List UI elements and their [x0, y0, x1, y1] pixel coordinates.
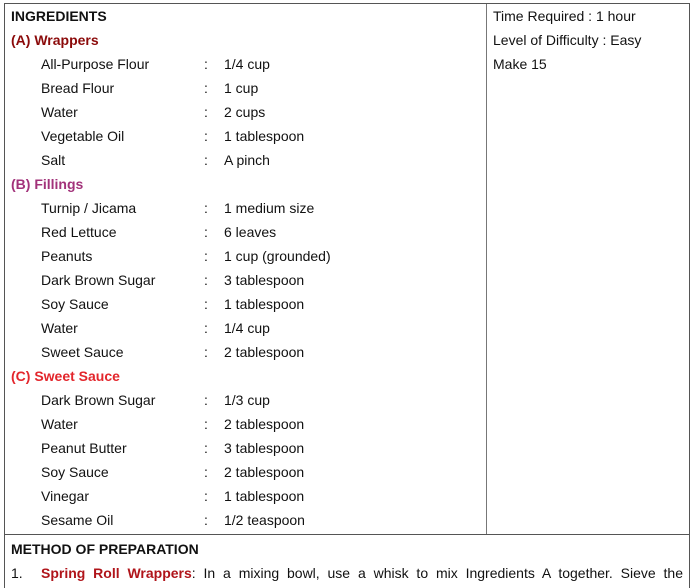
- ingredient-name: Water: [41, 416, 78, 432]
- ingredient-quantity: 1 tablespoon: [224, 296, 305, 312]
- ingredient-name: Water: [41, 104, 78, 120]
- ingredient-row: [5, 388, 486, 412]
- ingredient-row: [5, 508, 486, 532]
- yield: Make 15: [493, 56, 547, 72]
- ingredient-quantity: 1/3 cup: [224, 392, 270, 408]
- ingredient-quantity: 2 tablespoon: [224, 344, 305, 360]
- recipe-frame: [4, 3, 690, 588]
- ingredient-separator: :: [204, 464, 208, 480]
- ingredient-row: [5, 460, 486, 484]
- ingredient-quantity: 6 leaves: [224, 224, 277, 240]
- ingredient-row: [5, 436, 486, 460]
- ingredient-name: Bread Flour: [41, 80, 115, 96]
- difficulty-level: Level of Difficulty : Easy: [493, 32, 642, 48]
- ingredient-name: Vegetable Oil: [41, 128, 125, 144]
- ingredient-row: [5, 484, 486, 508]
- ingredient-name: Sweet Sauce: [41, 344, 124, 360]
- ingredient-row: [5, 316, 486, 340]
- ingredient-row: [5, 148, 486, 172]
- section-title: (A) Wrappers: [11, 32, 99, 48]
- ingredient-name: All-Purpose Flour: [41, 56, 150, 72]
- ingredient-separator: :: [204, 80, 208, 96]
- step-number: 1.: [11, 565, 23, 581]
- ingredient-quantity: 1 medium size: [224, 200, 315, 216]
- ingredient-name: Dark Brown Sugar: [41, 272, 156, 288]
- ingredient-name: Red Lettuce: [41, 224, 117, 240]
- time-required: Time Required : 1 hour: [493, 8, 636, 24]
- ingredient-separator: :: [204, 248, 208, 264]
- ingredient-row: [5, 340, 486, 364]
- ingredient-separator: :: [204, 200, 208, 216]
- ingredient-name: Dark Brown Sugar: [41, 392, 156, 408]
- ingredient-row: [5, 52, 486, 76]
- ingredient-quantity: 1/4 cup: [224, 320, 270, 336]
- step-text: [41, 561, 683, 585]
- ingredient-row: [5, 412, 486, 436]
- ingredient-quantity: 3 tablespoon: [224, 440, 305, 456]
- ingredient-row: [5, 244, 486, 268]
- ingredient-name: Soy Sauce: [41, 296, 109, 312]
- ingredient-name: Vinegar: [41, 488, 90, 504]
- section-title: (B) Fillings: [11, 176, 84, 192]
- ingredient-quantity: 2 tablespoon: [224, 416, 305, 432]
- ingredient-quantity: 1 cup: [224, 80, 259, 96]
- section-title: (C) Sweet Sauce: [11, 368, 120, 384]
- ingredient-separator: :: [204, 272, 208, 288]
- method-step: [5, 561, 689, 585]
- ingredient-separator: :: [204, 320, 208, 336]
- ingredient-separator: :: [204, 56, 208, 72]
- ingredient-quantity: 1 tablespoon: [224, 128, 305, 144]
- ingredient-quantity: 1 cup (grounded): [224, 248, 331, 264]
- ingredient-quantity: 3 tablespoon: [224, 272, 305, 288]
- ingredient-quantity: 1/4 cup: [224, 56, 270, 72]
- ingredient-name: Peanuts: [41, 248, 93, 264]
- ingredient-separator: :: [204, 416, 208, 432]
- ingredient-separator: :: [204, 488, 208, 504]
- ingredient-name: Peanut Butter: [41, 440, 127, 456]
- ingredient-separator: :: [204, 152, 208, 168]
- ingredient-row: [5, 76, 486, 100]
- ingredient-row: [5, 124, 486, 148]
- ingredient-name: Turnip / Jicama: [41, 200, 137, 216]
- ingredient-separator: :: [204, 512, 208, 528]
- ingredient-separator: :: [204, 392, 208, 408]
- ingredient-name: Water: [41, 320, 78, 336]
- ingredient-row: [5, 268, 486, 292]
- method-section: [5, 535, 689, 585]
- ingredient-separator: :: [204, 296, 208, 312]
- ingredient-quantity: 1/2 teaspoon: [224, 512, 305, 528]
- ingredient-quantity: 2 tablespoon: [224, 464, 305, 480]
- ingredient-row: [5, 100, 486, 124]
- ingredient-name: Soy Sauce: [41, 464, 109, 480]
- ingredient-row: [5, 220, 486, 244]
- ingredient-quantity: 2 cups: [224, 104, 266, 120]
- ingredient-row: [5, 292, 486, 316]
- ingredient-separator: :: [204, 344, 208, 360]
- ingredient-name: Salt: [41, 152, 66, 168]
- ingredient-separator: :: [204, 104, 208, 120]
- method-header: METHOD OF PREPARATION: [11, 541, 199, 557]
- step-body: : In a mixing bowl, use a whisk to mix Ingredients A together. Sieve the: [191, 565, 683, 581]
- recipe-info: [493, 4, 641, 76]
- ingredient-separator: :: [204, 128, 208, 144]
- ingredient-name: Sesame Oil: [41, 512, 114, 528]
- ingredient-row: [5, 196, 486, 220]
- column-divider: [486, 4, 487, 534]
- ingredient-quantity: A pinch: [224, 152, 270, 168]
- ingredient-separator: :: [204, 224, 208, 240]
- ingredient-separator: :: [204, 440, 208, 456]
- ingredients-column: [5, 4, 486, 532]
- step-title: Spring Roll Wrappers: [41, 565, 192, 581]
- ingredients-header: INGREDIENTS: [11, 8, 107, 24]
- ingredient-quantity: 1 tablespoon: [224, 488, 305, 504]
